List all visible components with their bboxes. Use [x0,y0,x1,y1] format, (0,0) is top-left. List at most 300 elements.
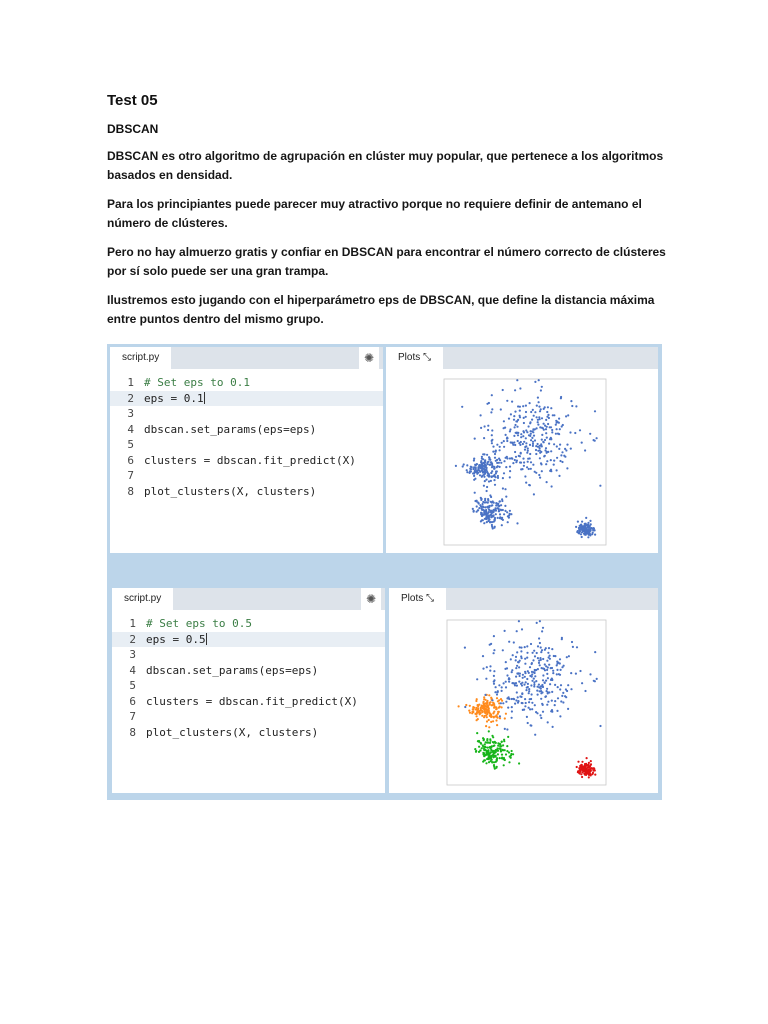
code-text: dbscan.set_params(eps=eps) [146,663,319,677]
data-point [502,744,504,746]
data-point [540,698,542,700]
data-point [561,461,563,463]
data-point [551,431,553,433]
data-point [529,484,531,486]
data-point [484,694,486,696]
data-point [455,465,457,467]
data-point [483,698,485,700]
code-comment: # Set eps to 0.5 [146,617,252,630]
data-point [521,693,523,695]
tab-plots-label: Plots [401,593,424,604]
data-point [527,722,529,724]
data-point [493,652,495,654]
data-point [501,500,503,502]
data-point [561,638,563,640]
data-point [490,697,492,699]
data-point [497,750,499,752]
data-point [504,630,506,632]
data-point [499,446,501,448]
data-point [535,449,537,451]
data-point [522,674,524,676]
code-text: dbscan.set_params(eps=eps) [144,422,317,436]
data-point [527,458,529,460]
data-point [531,673,533,675]
data-point [561,451,563,453]
data-point [491,408,493,410]
data-point [576,646,578,648]
data-point [495,509,497,511]
data-point [518,442,520,444]
data-point [465,704,467,706]
data-point [483,511,485,513]
data-point [531,437,533,439]
data-point [540,690,542,692]
tab-plots[interactable] [386,347,443,369]
data-point [491,434,493,436]
data-point [493,514,495,516]
data-point [504,427,506,429]
data-point [486,463,488,465]
data-point [538,401,540,403]
data-point [523,461,525,463]
data-point [509,457,511,459]
data-point [547,677,549,679]
data-point [528,707,530,709]
data-point [506,745,508,747]
data-point [506,400,508,402]
code-and-plot-figure [107,344,662,800]
tab-plots[interactable] [389,588,446,610]
data-point [575,405,577,407]
data-point [486,716,488,718]
code-line[interactable] [110,437,383,453]
code-line[interactable] [110,422,383,438]
data-point [502,389,504,391]
data-point [559,658,561,660]
data-point [515,676,517,678]
data-point [472,508,474,510]
data-point [534,704,536,706]
data-point [468,710,470,712]
data-point [488,711,490,713]
data-point [534,672,536,674]
data-point [537,694,539,696]
data-point [587,522,589,524]
data-point [486,666,488,668]
data-point [462,465,464,467]
data-point [491,440,493,442]
data-point [503,440,505,442]
data-point [594,774,596,776]
data-point [485,479,487,481]
data-point [538,662,540,664]
data-point [488,473,490,475]
expand-icon[interactable]: ⤡ [423,352,432,363]
data-point [466,471,468,473]
data-point [559,460,561,462]
data-point [511,669,513,671]
data-point [476,505,478,507]
code-line[interactable] [110,484,383,500]
data-point [503,472,505,474]
data-point [550,470,552,472]
data-point [488,703,490,705]
data-point [490,749,492,751]
data-point [552,670,554,672]
data-point [502,487,504,489]
data-point [546,688,548,690]
section-heading: DBSCAN [107,122,159,136]
data-point [482,453,484,455]
data-point [523,422,525,424]
data-point [490,462,492,464]
data-point [476,678,478,680]
data-point [497,477,499,479]
line-number: 8 [129,725,136,739]
data-point [594,410,596,412]
code-line[interactable] [112,678,385,694]
data-point [546,452,548,454]
data-point [464,647,466,649]
data-point [527,686,529,688]
data-point [534,411,536,413]
tab-script-py[interactable]: script.py [112,588,173,610]
data-point [478,746,480,748]
data-point [503,682,505,684]
data-point [477,718,479,720]
data-point [473,511,475,513]
data-point [484,746,486,748]
data-point [580,524,582,526]
data-point [584,533,586,535]
data-point [540,646,542,648]
data-point [533,681,535,683]
data-point [507,707,509,709]
line-number: 1 [129,617,136,630]
data-point [479,467,481,469]
code-line[interactable] [112,616,385,632]
data-point [532,464,534,466]
data-point [478,710,480,712]
data-point [539,664,541,666]
code-line[interactable] [112,647,385,663]
data-point [494,706,496,708]
data-point [506,667,508,669]
data-point [519,410,521,412]
data-point [501,524,503,526]
data-point [494,507,496,509]
data-point [503,740,505,742]
data-point [534,675,536,677]
data-point [472,468,474,470]
gear-icon[interactable]: ✺ [359,347,379,369]
data-point [550,667,552,669]
data-point [500,750,502,752]
data-point [502,749,504,751]
data-point [474,438,476,440]
data-point [486,486,488,488]
data-point [545,680,547,682]
data-point [508,698,510,700]
data-point [570,448,572,450]
data-point [526,657,528,659]
data-point [520,647,522,649]
data-point [519,673,521,675]
data-point [494,517,496,519]
data-point [530,684,532,686]
data-point [466,464,468,466]
data-point [537,657,539,659]
data-point [510,658,512,660]
data-point [525,416,527,418]
data-point [589,673,591,675]
code-text: clusters = dbscan.fit_predict(X) [144,453,356,467]
data-point [519,695,521,697]
data-point [469,705,471,707]
line-number: 5 [129,679,136,692]
data-point [530,433,532,435]
data-point [491,476,493,478]
data-point [546,660,548,662]
data-point [503,420,505,422]
data-point [488,509,490,511]
data-point [587,536,589,538]
code-area[interactable] [110,375,383,499]
data-point [536,690,538,692]
data-point [516,460,518,462]
data-point [504,717,506,719]
data-point [565,696,567,698]
data-point [494,457,496,459]
data-point [499,717,501,719]
code-line[interactable] [112,709,385,725]
data-point [532,441,534,443]
data-point [486,490,488,492]
data-point [559,715,561,717]
data-point [499,501,501,503]
data-point [495,761,497,763]
data-point [517,700,519,702]
data-point [492,451,494,453]
data-point [556,673,558,675]
data-point [483,474,485,476]
data-point [535,680,537,682]
code-line[interactable] [110,468,383,484]
data-point [482,519,484,521]
data-point [556,469,558,471]
tab-script-py[interactable]: script.py [110,347,171,369]
data-point [517,434,519,436]
data-point [578,529,580,531]
data-point [485,714,487,716]
data-point [568,655,570,657]
data-point [516,651,518,653]
data-point [558,418,560,420]
data-point [516,685,518,687]
data-point [532,428,534,430]
gear-icon[interactable]: ✺ [361,588,381,610]
data-point [527,450,529,452]
data-point [538,379,540,381]
data-point [559,688,561,690]
data-point [490,713,492,715]
data-point [524,646,526,648]
data-point [496,714,498,716]
data-point [503,764,505,766]
data-point [515,432,517,434]
data-point [530,439,532,441]
code-line[interactable] [110,391,383,407]
data-point [510,757,512,759]
data-point [554,700,556,702]
data-point [503,460,505,462]
scatter-plot [386,369,658,553]
data-point [526,652,528,654]
data-point [496,747,498,749]
data-point [488,719,490,721]
data-point [528,688,530,690]
data-point [547,701,549,703]
data-point [533,493,535,495]
data-point [513,641,515,643]
data-point [485,762,487,764]
data-point [501,754,503,756]
data-point [539,657,541,659]
data-point [531,419,533,421]
data-point [498,684,500,686]
code-line[interactable] [112,694,385,710]
data-point [497,745,499,747]
data-point [472,711,474,713]
data-point [589,773,591,775]
code-line[interactable] [112,632,385,648]
data-point [565,688,567,690]
data-point [539,452,541,454]
tab-plots-label: Plots [398,352,421,363]
data-point [499,449,501,451]
data-point [473,459,475,461]
data-point [484,462,486,464]
data-point [484,480,486,482]
data-point [484,749,486,751]
data-point [533,650,535,652]
data-point [499,715,501,717]
data-point [493,681,495,683]
code-editor-panel [110,347,383,553]
data-point [500,504,502,506]
data-point [508,517,510,519]
data-point [525,429,527,431]
data-point [528,425,530,427]
code-line[interactable] [110,453,383,469]
data-point [519,416,521,418]
line-number: 6 [129,694,136,708]
data-point [536,712,538,714]
data-point [551,711,553,713]
data-point [511,671,513,673]
data-point [504,488,506,490]
paragraph: Ilustremos esto jugando con el hiperparámetro eps de DBSCAN, que define la distancia máxima entre puntos dentro del mismo grupo. [107,293,655,326]
data-point [538,474,540,476]
data-point [541,439,543,441]
data-point [483,522,485,524]
data-point [514,389,516,391]
data-point [488,456,490,458]
code-line[interactable] [112,725,385,741]
data-point [473,471,475,473]
data-point [554,655,556,657]
data-point [514,703,516,705]
code-line[interactable] [110,406,383,422]
data-point [505,466,507,468]
data-point [519,387,521,389]
data-point [545,463,547,465]
data-point [490,746,492,748]
data-point [541,427,543,429]
data-point [526,466,528,468]
data-point [531,662,533,664]
line-number: 2 [129,632,136,646]
data-point [552,726,554,728]
data-point [525,702,527,704]
data-point [587,766,589,768]
data-point [540,408,542,410]
data-point [529,402,531,404]
data-point [567,414,569,416]
code-line[interactable] [112,663,385,679]
data-point [490,516,492,518]
data-point [481,747,483,749]
data-point [539,449,541,451]
data-point [474,478,476,480]
data-point [516,665,518,667]
data-point [590,760,592,762]
data-point [536,622,538,624]
data-point [479,474,481,476]
data-point [515,659,517,661]
data-point [481,711,483,713]
line-number: 3 [127,407,134,420]
data-point [514,426,516,428]
data-point [483,739,485,741]
data-point [550,438,552,440]
data-point [525,681,527,683]
data-point [545,419,547,421]
data-point [491,442,493,444]
data-point [493,527,495,529]
data-point [512,654,514,656]
data-point [505,457,507,459]
data-point [533,685,535,687]
data-point [487,461,489,463]
data-point [488,511,490,513]
data-point [537,645,539,647]
data-point [501,741,503,743]
data-point [545,647,547,649]
line-number: 7 [129,710,136,723]
data-point [538,416,540,418]
code-area[interactable] [112,616,385,740]
data-point [523,441,525,443]
data-point [511,717,513,719]
data-point [499,459,501,461]
code-line[interactable] [110,375,383,391]
data-point [525,442,527,444]
data-point [499,466,501,468]
expand-icon[interactable]: ⤡ [426,593,435,604]
data-point [581,442,583,444]
data-point [470,470,472,472]
